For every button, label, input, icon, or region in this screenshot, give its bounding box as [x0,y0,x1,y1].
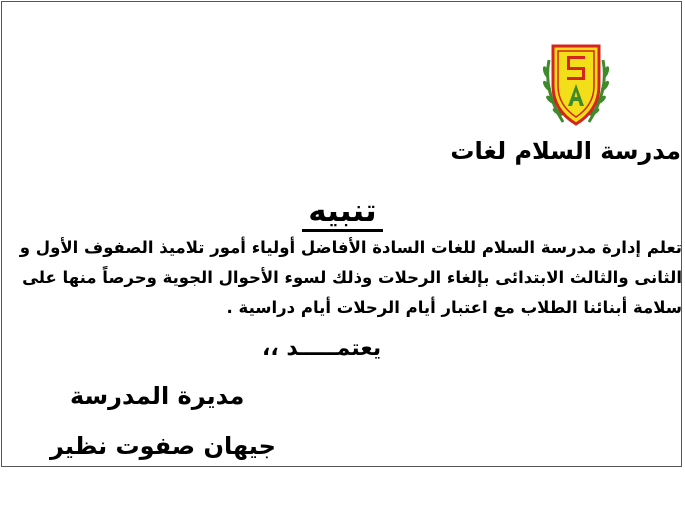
notice-body-line: الثانى والثالث الابتدائى بإلغاء الرحلات وذلك لسوء الأحوال الجوية وحرصاً منها على [22,268,682,287]
notice-title [0,193,685,229]
notice-title-text: تنبيه [302,193,382,232]
school-name: مدرسة السلام لغات [450,137,681,165]
director-title: مديرة المدرسة [70,382,245,410]
notice-body-line: تعلم إدارة مدرسة السلام للغات السادة الأفاضل أولياء أمور تلاميذ الصفوف الأول و [19,238,682,257]
approval-sign-off: يعتمـــــد ،، [262,336,382,361]
notice-body-line: سلامة أبنائنا الطلاب مع اعتبار أيام الرحلات أيام دراسية . [226,298,682,317]
director-name: جيهان صفوت نظير [50,432,276,460]
school-crest-icon [541,40,611,130]
